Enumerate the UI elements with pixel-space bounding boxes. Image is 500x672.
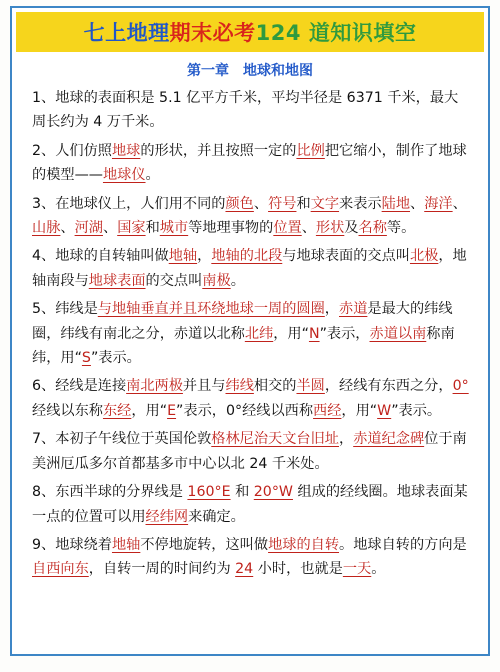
question-text: 不停地旋转，这叫做 bbox=[140, 536, 269, 553]
answer-text: 0° bbox=[452, 378, 469, 395]
answer-text: 城市 bbox=[159, 220, 189, 237]
question-text: 7、本初子午线位于英国伦敦 bbox=[32, 431, 212, 448]
question-text: ， bbox=[338, 431, 354, 448]
answer-text: 格林尼治天文台旧址 bbox=[211, 431, 339, 448]
answer-text: 20°W bbox=[253, 484, 293, 501]
answer-text: 国家 bbox=[117, 220, 146, 237]
answer-text: 东经 bbox=[102, 402, 132, 419]
question-text: 8、东西半球的分界线是 bbox=[32, 484, 188, 501]
answer-text: 海洋 bbox=[424, 195, 453, 212]
answer-text: 西经 bbox=[313, 402, 342, 419]
title-banner bbox=[16, 12, 484, 52]
question-text: 等。 bbox=[386, 220, 416, 237]
question-text: 来确定。 bbox=[188, 508, 245, 525]
question-text: 。地球自转的方向是 bbox=[339, 536, 467, 553]
answer-text: 经纬网 bbox=[145, 508, 189, 525]
answer-text: 颜色 bbox=[225, 195, 254, 212]
question-text: ”表示， bbox=[319, 325, 370, 342]
question-text: ”表示，0°经线以西称 bbox=[176, 402, 314, 419]
question-text: 2、人们仿照 bbox=[32, 142, 112, 159]
question-text: 的形状，并且按照一定的 bbox=[140, 142, 297, 159]
question-item bbox=[32, 374, 472, 423]
question-text: 称南纬，用“ bbox=[32, 325, 455, 367]
question-item bbox=[32, 139, 472, 188]
answer-text: 地球表面 bbox=[88, 272, 146, 289]
answer-text: 一天 bbox=[342, 561, 372, 578]
question-text: 。 bbox=[145, 167, 160, 184]
question-text: 、 bbox=[102, 220, 118, 237]
question-text: 。 bbox=[371, 561, 386, 578]
answer-text: 陆地 bbox=[381, 195, 411, 212]
question-text: 并且与 bbox=[182, 378, 226, 395]
answer-text: 名称 bbox=[358, 220, 387, 237]
answer-text: 自西向东 bbox=[32, 561, 89, 578]
question-item bbox=[32, 297, 472, 370]
answer-text: 符号 bbox=[268, 195, 297, 212]
answer-text: 24 bbox=[235, 561, 254, 578]
question-text: 1、地球的表面积是 5.1 亿平方千米，平均半径是 6371 千米，最大周长约为 4 万千米。 bbox=[32, 90, 459, 131]
answer-text: 与地轴垂直并且环绕地球一周的圆圈 bbox=[97, 301, 325, 318]
question-text: 和 bbox=[145, 220, 160, 237]
title-part-2: 期末必考 bbox=[169, 21, 256, 45]
question-text: 、 bbox=[301, 220, 316, 237]
answer-text: 纬线 bbox=[225, 378, 254, 395]
question-text: ，用“ bbox=[341, 402, 378, 419]
answer-text: 北纬 bbox=[244, 325, 274, 342]
question-text: ，经线有东西之分， bbox=[324, 378, 453, 395]
question-text: 小时，也就是 bbox=[253, 561, 343, 578]
answer-text: 160°E bbox=[187, 484, 231, 501]
question-text: 、 bbox=[253, 195, 269, 212]
question-text: 来表示 bbox=[339, 195, 382, 212]
question-text: 9、地球绕着 bbox=[32, 536, 112, 553]
question-text: 相交的 bbox=[253, 378, 297, 395]
question-text: 等地理事物的 bbox=[188, 220, 274, 237]
question-text: 、 bbox=[452, 195, 467, 212]
answer-text: 河湖 bbox=[74, 220, 103, 237]
answer-text: 地球 bbox=[111, 142, 141, 159]
answer-text: W bbox=[377, 402, 392, 419]
answer-text: 形状 bbox=[315, 220, 345, 237]
question-text: ， bbox=[197, 248, 212, 265]
question-text: ，自转一周的时间约为 bbox=[88, 561, 236, 578]
answer-text: 比例 bbox=[296, 142, 325, 159]
question-text: ，地轴南段与 bbox=[32, 248, 467, 289]
answer-text: 赤道以南 bbox=[369, 325, 427, 342]
document-page bbox=[10, 6, 490, 656]
question-text: ”表示。 bbox=[391, 402, 442, 419]
answer-text: 地轴的北段 bbox=[211, 248, 283, 265]
question-text: 与地球表面的交点叫 bbox=[282, 248, 410, 265]
answer-text: 地轴 bbox=[111, 536, 141, 553]
question-text: 经线以东称 bbox=[32, 402, 103, 419]
answer-text: 赤道纪念碑 bbox=[353, 431, 425, 448]
question-text: 组成的经线圈。地球表面某一点的位置可以用 bbox=[32, 484, 468, 525]
answer-text: 地球仪 bbox=[102, 167, 146, 184]
answer-text: N bbox=[308, 325, 320, 342]
question-list bbox=[12, 86, 488, 582]
question-item bbox=[32, 86, 472, 135]
question-item bbox=[32, 480, 472, 529]
answer-text: E bbox=[167, 402, 177, 419]
question-text: ， bbox=[324, 301, 339, 318]
title-part-1: 七上地理 bbox=[83, 21, 170, 45]
question-text: 6、经线是连接 bbox=[32, 378, 127, 395]
answer-text: 地轴 bbox=[168, 248, 198, 265]
question-item bbox=[32, 533, 472, 582]
question-text: 、 bbox=[410, 195, 425, 212]
question-text: ，用“ bbox=[131, 402, 168, 419]
question-text: ”表示。 bbox=[90, 350, 141, 367]
answer-text: 南北两极 bbox=[126, 378, 183, 395]
question-item bbox=[32, 192, 472, 241]
question-item bbox=[32, 427, 472, 476]
answer-text: 位置 bbox=[273, 220, 302, 237]
answer-text: 山脉 bbox=[32, 220, 61, 237]
question-text: 把它缩小，制作了地球的模型—— bbox=[32, 142, 467, 184]
question-text: 的交点叫 bbox=[145, 272, 203, 289]
title-part-3: 124 道知识填空 bbox=[255, 21, 417, 45]
question-text: 、 bbox=[60, 220, 75, 237]
question-text: 和 bbox=[296, 195, 311, 212]
question-text: 及 bbox=[344, 220, 359, 237]
question-text: 3、在地球仪上，人们用不同的 bbox=[32, 195, 226, 212]
question-text: 。 bbox=[230, 272, 245, 289]
chapter-heading: 第一章 地球和地图 bbox=[187, 63, 313, 79]
answer-text: 文字 bbox=[310, 195, 340, 212]
answer-text: 北极 bbox=[409, 248, 439, 265]
question-text: 5、纬线是 bbox=[32, 301, 98, 318]
question-text: 位于南美洲厄瓜多尔首都基多市中心以北 24 千米处。 bbox=[32, 431, 467, 472]
answer-text: 赤道 bbox=[339, 301, 368, 318]
answer-text: 南极 bbox=[202, 272, 231, 289]
answer-text: 地球的自转 bbox=[268, 536, 340, 553]
answer-text: 半圆 bbox=[296, 378, 325, 395]
question-text: 和 bbox=[230, 484, 254, 501]
question-text: ，用“ bbox=[273, 325, 309, 342]
question-text: 是最大的纬线圈，纬线有南北之分，赤道以北称 bbox=[32, 301, 453, 342]
question-text: 4、地球的自转轴叫做 bbox=[32, 248, 169, 265]
question-item bbox=[32, 244, 472, 293]
answer-text: S bbox=[81, 350, 91, 367]
